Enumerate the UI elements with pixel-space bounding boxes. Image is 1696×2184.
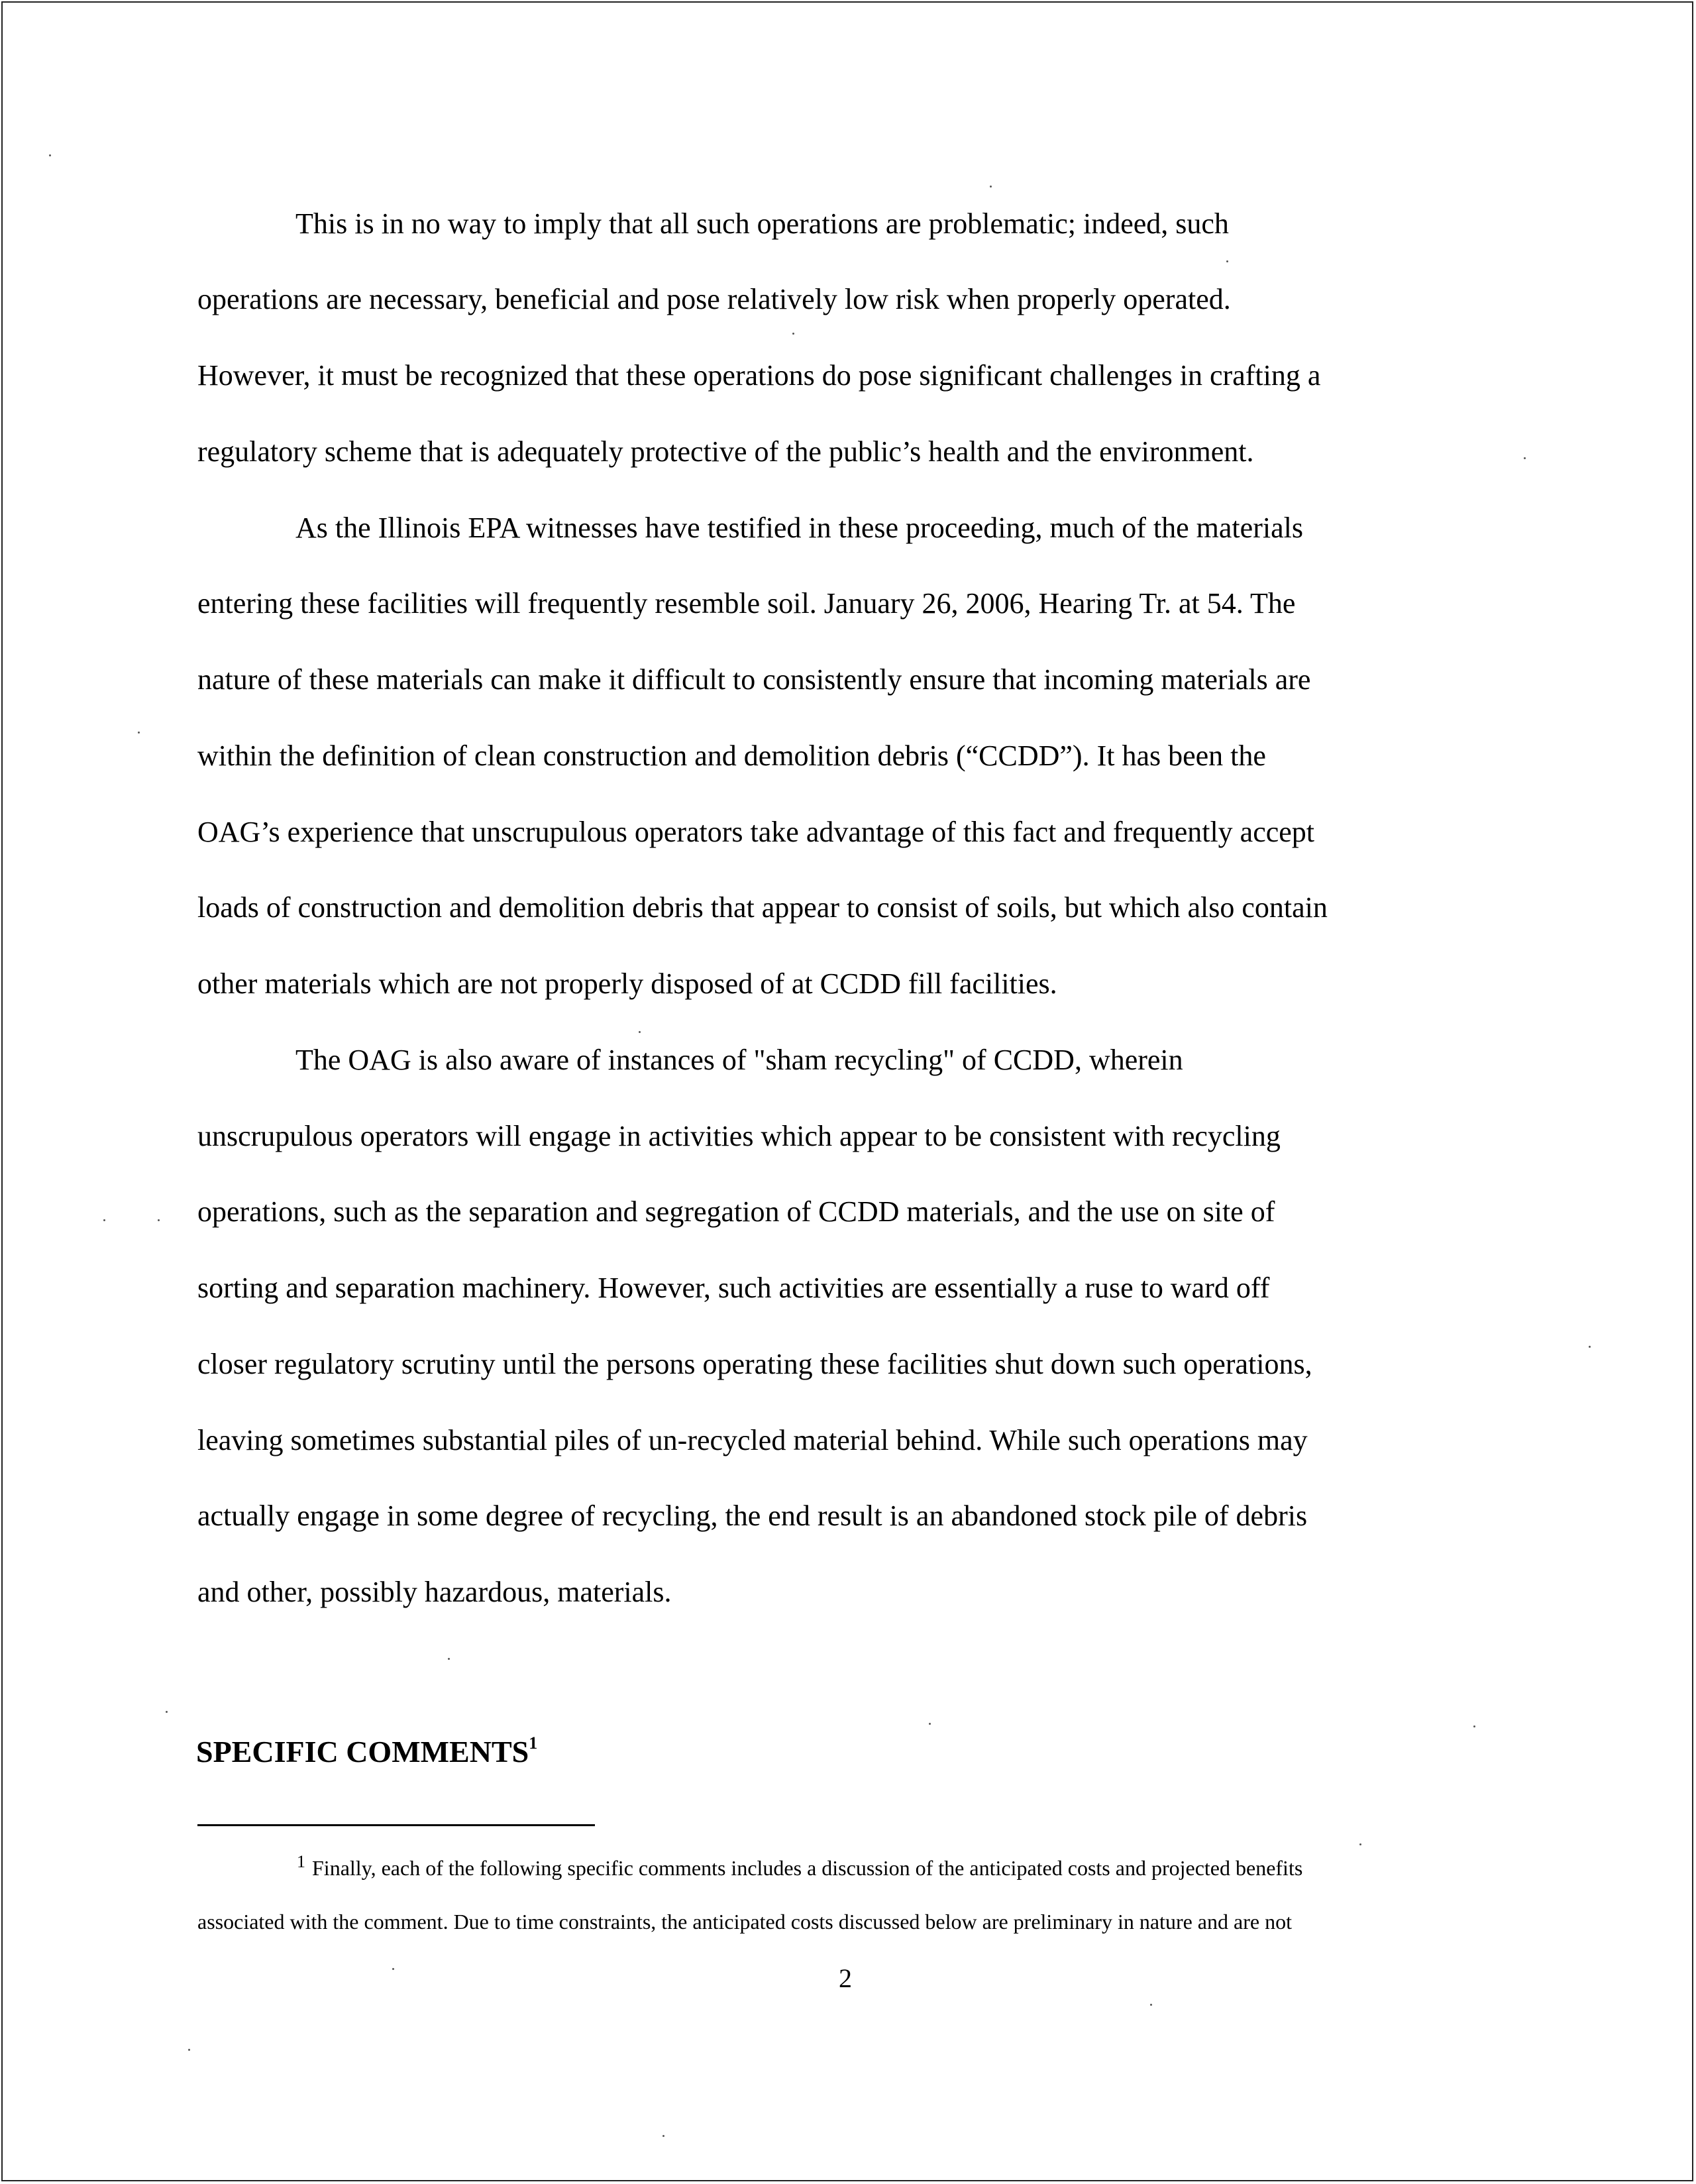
paragraph-3-line-5: closer regulatory scrutiny until the persons operating these facilities shut down such operations, xyxy=(197,1348,1312,1380)
paragraph-2-line-5: OAG’s experience that unscrupulous operators take advantage of this fact and frequently accept xyxy=(197,816,1315,848)
footnote-line-2: associated with the comment. Due to time constraints, the anticipated costs discussed below are preliminary in nature and are not xyxy=(197,1910,1292,1934)
scan-speck xyxy=(639,1031,641,1033)
footnote-line-1-text: Finally, each of the following specific comments includes a discussion of the anticipated costs and projected benefits xyxy=(312,1856,1303,1880)
scan-speck xyxy=(138,732,140,734)
scan-speck xyxy=(929,1723,931,1725)
paragraph-2-line-2: entering these facilities will frequently resemble soil. January 26, 2006, Hearing Tr. at 54. The xyxy=(197,587,1296,620)
paragraph-3-line-4: sorting and separation machinery. However, such activities are essentially a ruse to ward off xyxy=(197,1272,1270,1304)
section-heading-text: SPECIFIC COMMENTS xyxy=(196,1735,529,1769)
paragraph-3-line-6: leaving sometimes substantial piles of un-recycled material behind. While such operations may xyxy=(197,1424,1308,1456)
paragraph-2-line-4: within the definition of clean construction and demolition debris (“CCDD”). It has been the xyxy=(197,739,1266,772)
scan-speck xyxy=(792,333,794,335)
scan-speck xyxy=(1589,1346,1591,1348)
scan-speck xyxy=(1226,260,1228,262)
scan-speck xyxy=(990,186,992,188)
paragraph-2-line-1: As the Illinois EPA witnesses have testified in these proceeding, much of the materials xyxy=(295,512,1303,544)
paragraph-3-line-8: and other, possibly hazardous, materials. xyxy=(197,1576,672,1608)
paragraph-2-line-3: nature of these materials can make it difficult to consistently ensure that incoming materials are xyxy=(197,663,1311,696)
scan-speck xyxy=(1359,1843,1361,1845)
scan-speck xyxy=(662,2135,664,2137)
scan-speck xyxy=(1524,457,1526,459)
paragraph-2-line-7: other materials which are not properly disposed of at CCDD fill facilities. xyxy=(197,967,1057,1000)
paragraph-2-line-6: loads of construction and demolition debris that appear to consist of soils, but which also contain xyxy=(197,891,1328,924)
paragraph-1-line-1: This is in no way to imply that all such operations are problematic; indeed, such xyxy=(295,207,1229,240)
scan-speck xyxy=(49,154,51,156)
scan-speck xyxy=(103,1219,105,1221)
footnote-reference: 1 xyxy=(529,1733,538,1753)
section-heading xyxy=(196,1733,537,1769)
paragraph-3-line-3: operations, such as the separation and segregation of CCDD materials, and the use on site of xyxy=(197,1195,1275,1228)
footnote-line-1 xyxy=(297,1849,1302,1881)
paragraph-3-line-1: The OAG is also aware of instances of "sham recycling" of CCDD, wherein xyxy=(295,1044,1183,1076)
scan-speck xyxy=(392,1968,394,1970)
scan-speck xyxy=(158,1219,160,1221)
footnote-marker: 1 xyxy=(297,1852,305,1871)
footnote-separator xyxy=(197,1824,595,1826)
paragraph-1-line-4: regulatory scheme that is adequately protective of the public’s health and the environment. xyxy=(197,435,1254,468)
scan-speck xyxy=(1473,1725,1475,1727)
page-number: 2 xyxy=(839,1963,852,1993)
scan-speck xyxy=(188,2049,190,2051)
paragraph-3-line-7: actually engage in some degree of recycling, the end result is an abandoned stock pile of debris xyxy=(197,1500,1308,1532)
scan-speck xyxy=(166,1711,168,1713)
paragraph-3-line-2: unscrupulous operators will engage in activities which appear to be consistent with recycling xyxy=(197,1120,1281,1152)
paragraph-1-line-2: operations are necessary, beneficial and pose relatively low risk when properly operated. xyxy=(197,283,1231,315)
paragraph-1-line-3: However, it must be recognized that these operations do pose significant challenges in crafting a xyxy=(197,359,1321,392)
scan-speck xyxy=(448,1658,450,1660)
scan-speck xyxy=(1150,2004,1152,2006)
